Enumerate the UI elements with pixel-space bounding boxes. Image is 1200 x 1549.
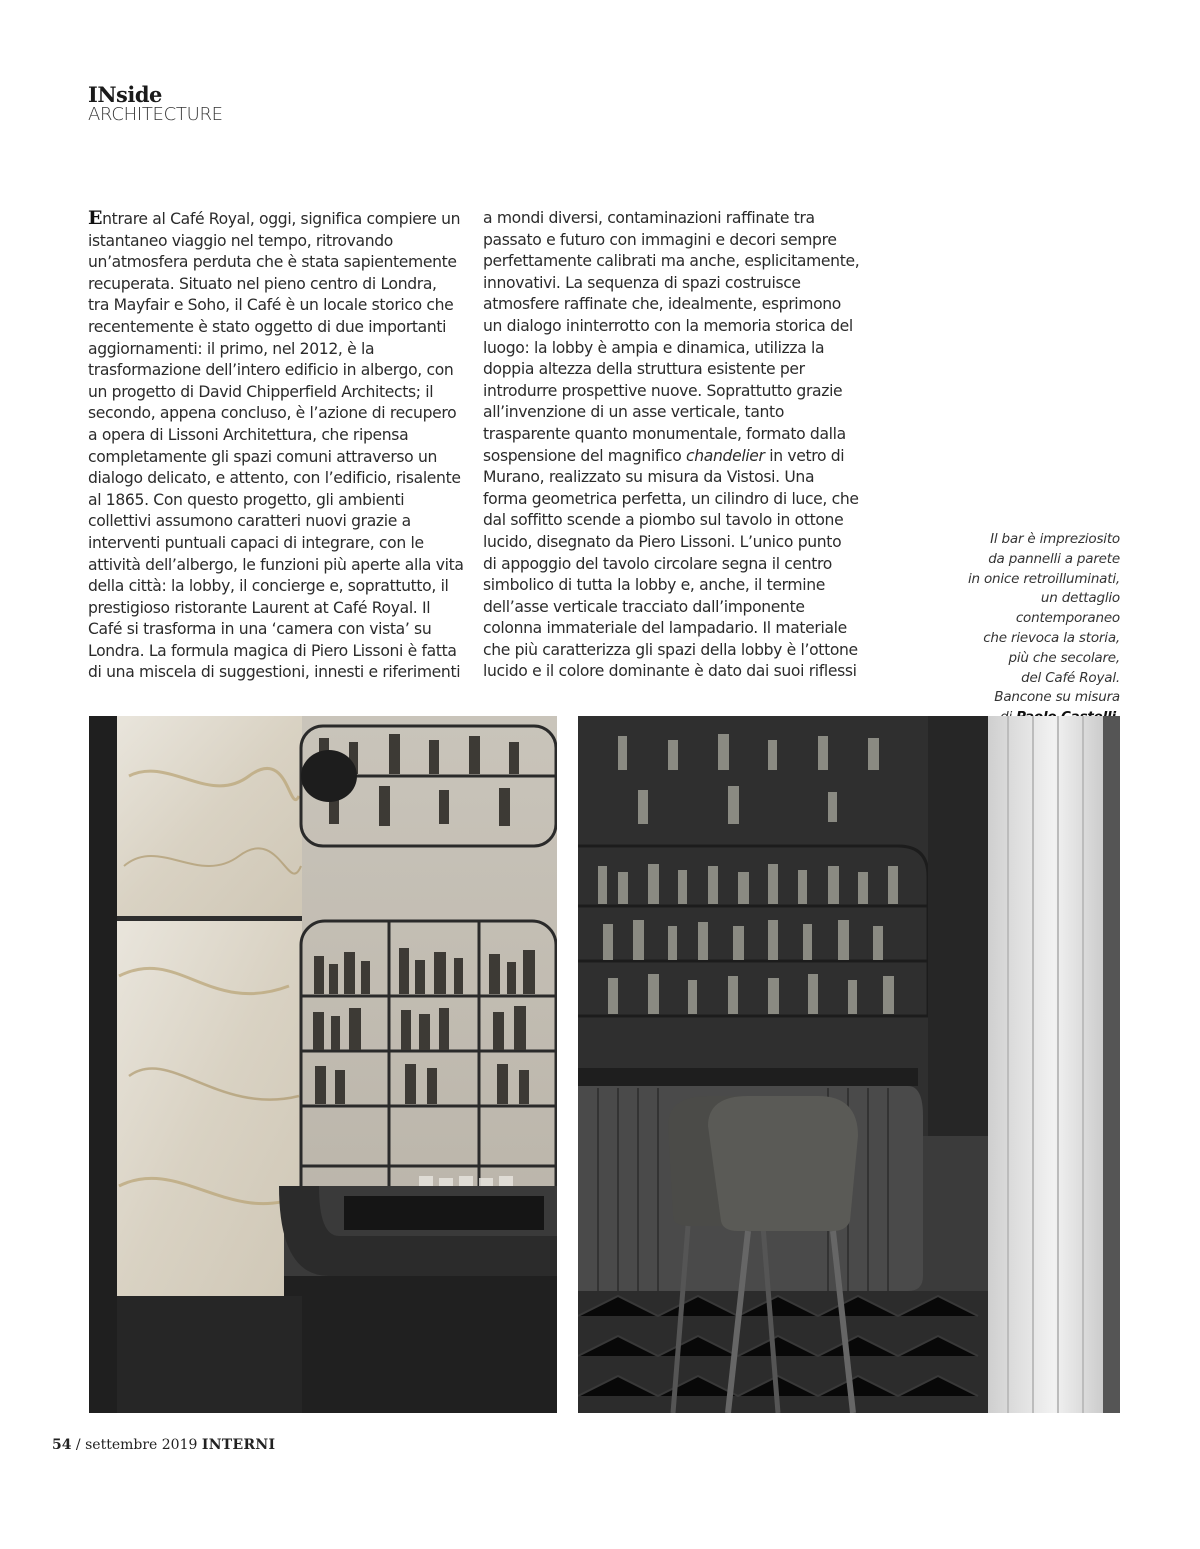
article-first-line-text: ntrare al Café Royal, oggi, significa compiere un [102, 210, 461, 228]
article-line: un dialogo ininterrotto con la memoria storica del [483, 316, 853, 335]
article-line: interventi puntuali capaci di integrare, con le [88, 533, 424, 552]
article-line: dal soffitto scende a piombo sul tavolo in ottone [483, 511, 844, 530]
article-line: recuperata. Situato nel pieno centro di Londra, [88, 274, 437, 293]
article-line: al 1865. Con questo progetto, gli ambienti [88, 490, 405, 509]
article-line: lucido e il colore dominante è dato dai suoi riflessi [483, 662, 857, 681]
article-line: recentemente è stato oggetto di due importanti [88, 317, 447, 336]
bar-stools-photo [578, 716, 1120, 1413]
article-line: Londra. La formula magica di Piero Lissoni è fatta [88, 641, 457, 660]
article-line: a mondi diversi, contaminazioni raffinate tra [483, 209, 815, 227]
caption-line: che rievoca la storia, [983, 629, 1120, 646]
article-line: forma geometrica perfetta, un cilindro di luce, che [483, 489, 859, 508]
article-line: che più caratterizza gli spazi della lobby è l’ottone [483, 640, 858, 659]
article-line: trasparente quanto monumentale, formato dalla [483, 424, 846, 443]
section-header [88, 84, 223, 124]
article-line: attività dell’albergo, le funzioni più aperte alla vita [88, 555, 464, 574]
caption-line: Il bar è impreziosito [990, 531, 1120, 547]
article-line: dialogo delicato, e attento, con l’edificio, risalente [88, 469, 461, 488]
caption-line: un dettaglio [1040, 590, 1120, 607]
article-first-line [88, 207, 461, 231]
caption-line: più che secolare, [1008, 649, 1120, 666]
article-line: perfettamente calibrati ma anche, esplicitamente, [483, 252, 860, 271]
article-line: colonna immateriale del lampadario. Il materiale [483, 619, 847, 638]
article-line: prestigioso ristorante Laurent at Café Royal. Il [88, 598, 431, 617]
article-line: a opera di Lissoni Architettura, che ripensa [88, 425, 409, 444]
brand-label: INside [88, 82, 162, 107]
article-line: un progetto di David Chipperfield Architects; il [88, 382, 434, 401]
page-footer [52, 1437, 275, 1453]
article-line: completamente gli spazi comuni attraverso un [88, 447, 438, 466]
article-column-1 [88, 207, 464, 684]
article-text: sospensione del magnifico [483, 446, 682, 465]
caption-line: Bancone su misura [994, 689, 1120, 706]
article-line: Café si trasforma in una ‘camera con vista’ su [88, 620, 432, 639]
article-line: innovativi. La sequenza di spazi costruisce [483, 273, 801, 292]
article-line: istantaneo viaggio nel tempo, ritrovando [88, 231, 393, 250]
article-line: della città: la lobby, il concierge e, soprattutto, il [88, 577, 449, 596]
article-line: introdurre prospettive nuove. Soprattutto grazie [483, 381, 843, 400]
bar-onyx-photo [89, 716, 557, 1413]
bar-stools-illustration [578, 716, 1120, 1413]
article-line: tra Mayfair e Soho, il Café è un locale storico che [88, 296, 454, 315]
article-text: in vetro di [764, 446, 845, 465]
article-line: trasformazione dell’intero edificio in albergo, con [88, 361, 454, 380]
article-line: all’invenzione di un asse verticale, tanto [483, 403, 785, 422]
italic-term: chandelier [686, 446, 765, 465]
page-number: 54 [52, 1437, 72, 1453]
article-line: un’atmosfera perduta che è stata sapientemente [88, 253, 457, 272]
caption-line: del Café Royal. [1021, 669, 1120, 686]
article-line: secondo, appena concluso, è l’azione di recupero [88, 404, 457, 423]
article-line: Murano, realizzato su misura da Vistosi. Una [483, 468, 815, 487]
article-line: passato e futuro con immagini e decori sempre [483, 230, 837, 249]
caption-line: da pannelli a parete [988, 550, 1120, 567]
article-line: simbolico di tutta la lobby e, anche, il termine [483, 576, 826, 595]
article-line: di appoggio del tavolo circolare segna il centro [483, 554, 832, 573]
article-line: dell’asse verticale tracciato dall’imponente [483, 597, 805, 616]
drop-cap: E [88, 207, 103, 229]
article-line: lucido, disegnato da Piero Lissoni. L’unico punto [483, 532, 842, 551]
photo-caption [920, 530, 1120, 728]
caption-line: contemporaneo [1015, 610, 1120, 627]
article-line: collettivi assumono caratteri nuovi grazie a [88, 512, 411, 531]
article-line-italic [483, 446, 848, 468]
article-line: di una miscela di suggestioni, innesti e riferimenti [88, 663, 461, 682]
caption-line: in onice retroilluminati, [967, 570, 1120, 587]
article-line: atmosfere raffinate che, idealmente, esprimono [483, 295, 841, 314]
article-line: doppia altezza della struttura esistente per [483, 360, 805, 379]
bar-onyx-illustration [89, 716, 557, 1413]
article-line: luogo: la lobby è ampia e dinamica, utilizza la [483, 338, 825, 357]
article-line: aggiornamenti: il primo, nel 2012, è la [88, 339, 375, 358]
article-column-2 [483, 208, 860, 683]
magazine-name: INTERNI [201, 1437, 276, 1453]
section-label: ARCHITECTURE [88, 104, 223, 125]
issue-date: / settembre 2019 [71, 1437, 202, 1453]
